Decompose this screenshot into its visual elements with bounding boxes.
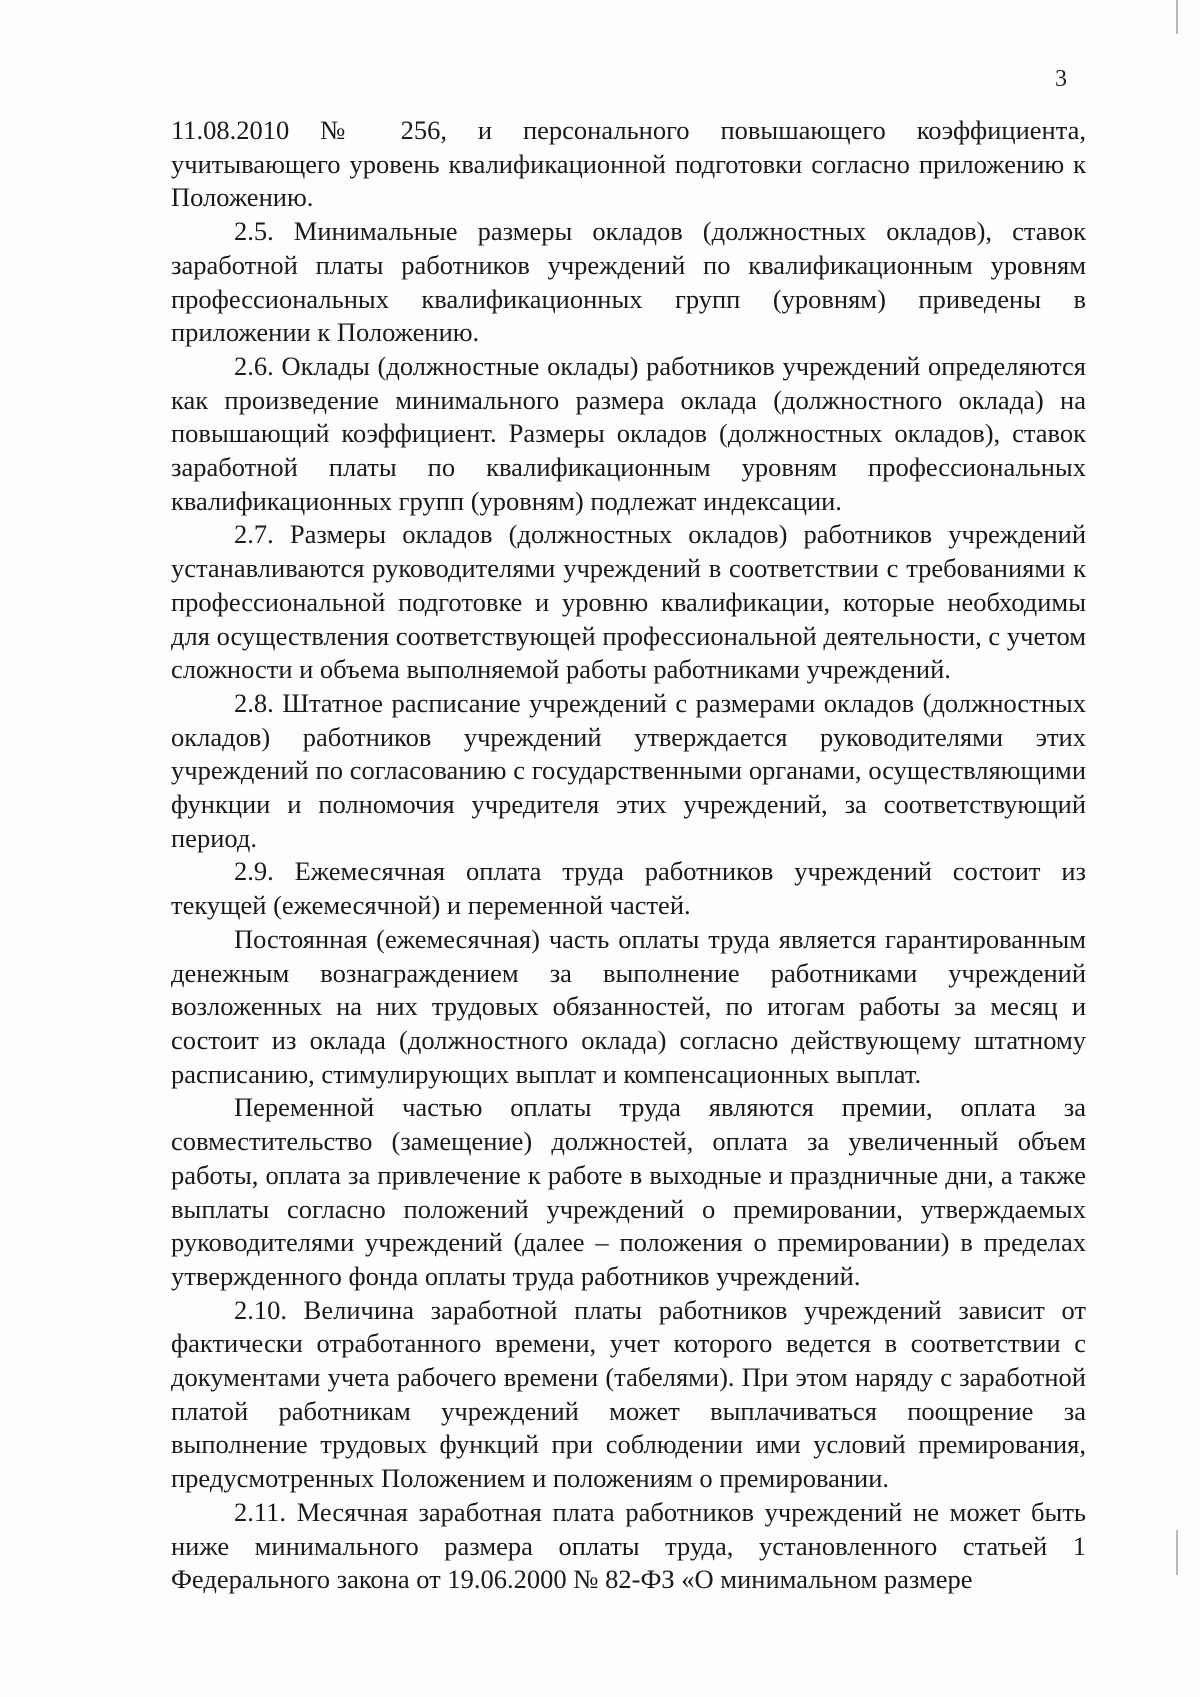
document-body <box>171 114 1086 1597</box>
scan-edge-mark <box>1176 0 1178 34</box>
paragraph-2-11: 2.11. Месячная заработная плата работников учреждений не может быть ниже минимального размера оплаты труда, установленного статьей 1 Федерального закона от 19.06.2000 № 82-ФЗ «О минимальном размере <box>171 1496 1086 1595</box>
page-number: 3 <box>1055 66 1067 92</box>
paragraph-2-5: 2.5. Минимальные размеры окладов (должностных окладов), ставок заработной платы работников учреждений по квалификационным уровням профессиональных квалификационных групп (уровням) приведены в приложении к Положению. <box>171 216 1086 348</box>
paragraph-2-8: 2.8. Штатное расписание учреждений с размерами окладов (должностных окладов) работников учреждений утверждается руководителями этих учреждений по согласованию с государственными органами, осуществляющими функции и полномочия учредителя этих учреждений, за соответствующий период. <box>171 687 1086 853</box>
paragraph-continuation: 11.08.2010 № 256, и персонального повышающего коэффициента, учитывающего уровень квалификационной подготовки согласно приложению к Положению. <box>171 115 1086 213</box>
paragraph-constant-part: Постоянная (ежемесячная) часть оплаты труда является гарантированным денежным вознаграждением за выполнение работниками учреждений возложенных на них трудовых обязанностей, по итогам работы за месяц и состоит из оклада (должностного оклада) согласно действующему штатному расписанию, стимулирующих выплат и компенсационных выплат. <box>171 923 1086 1089</box>
paragraph-variable-part: Переменной частью оплаты труда являются премии, оплата за совместительство (замещение) должностей, оплата за увеличенный объем работы, оплата за привлечение к работе в выходные и праздничные дни, а также выплаты согласно положений учреждений о премировании, утверждаемых руководителями учреждений (далее – положения о премировании) в пределах утвержденного фонда оплаты труда работников учреждений. <box>171 1092 1086 1291</box>
paragraph-2-6: 2.6. Оклады (должностные оклады) работников учреждений определяются как произведение минимального размера оклада (должностного оклада) на повышающий коэффициент. Размеры окладов (должностных окладов), ставок заработной платы по квалификационным уровням профессиональных квалификационных групп (уровням) подлежат индексации. <box>171 350 1086 516</box>
paragraph-2-7: 2.7. Размеры окладов (должностных окладов) работников учреждений устанавливаются руководителями учреждений в соответствии с требованиями к профессиональной подготовке и уровню квалификации, которые необходимы для осуществления соответствующей профессиональной деятельности, с учетом сложности и объема выполняемой работы работниками учреждений. <box>171 519 1086 685</box>
scan-edge-mark <box>1176 1530 1178 1575</box>
paragraph-2-10: 2.10. Величина заработной платы работников учреждений зависит от фактически отработанного времени, учет которого ведется в соответствии с документами учета рабочего времени (табелями). При этом наряду с заработной платой работникам учреждений может выплачиваться поощрение за выполнение трудовых функций при соблюдении ими условий премирования, предусмотренных Положением и положениям о премировании. <box>171 1294 1086 1494</box>
paragraph-2-9: 2.9. Ежемесячная оплата труда работников учреждений состоит из текущей (ежемесячной) и переменной частей. <box>171 856 1086 921</box>
